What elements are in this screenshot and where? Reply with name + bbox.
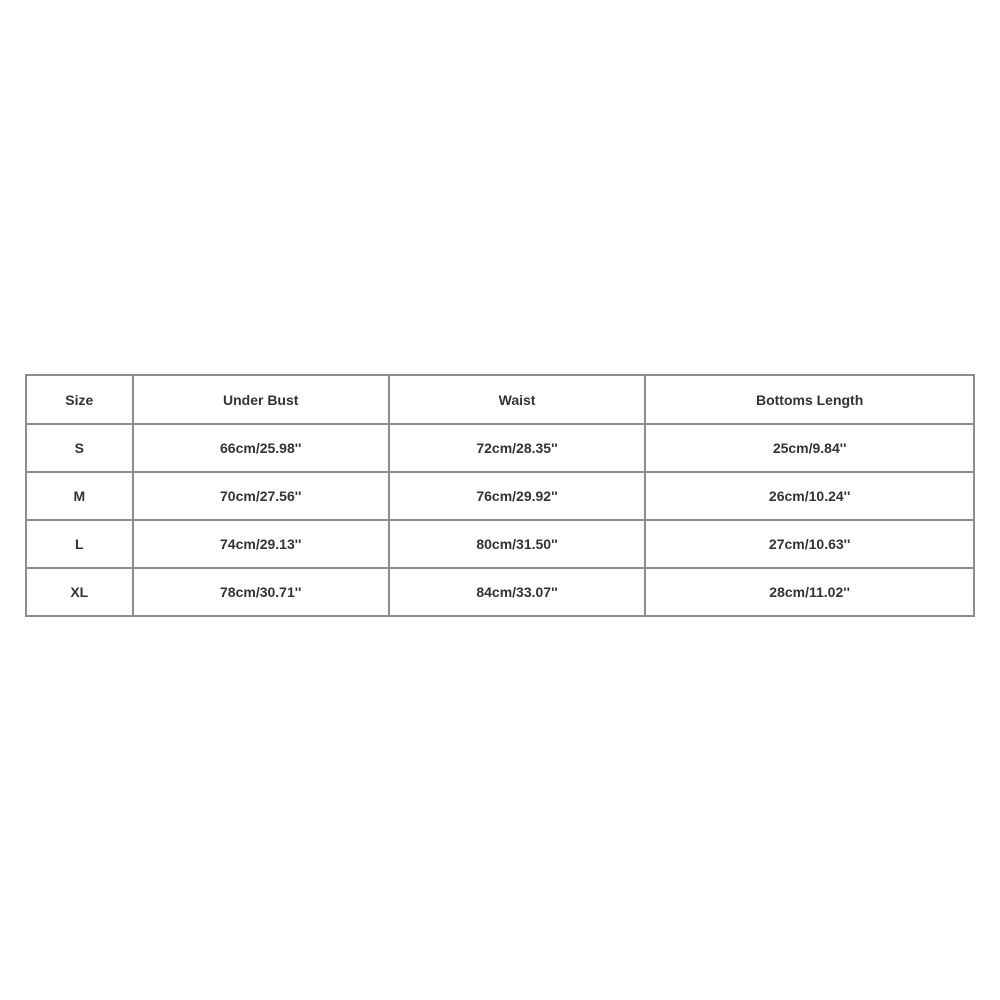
size-chart-table [25, 374, 975, 617]
table-row [26, 568, 974, 616]
bottoms-length-cell: 27cm/10.63'' [645, 520, 974, 568]
under-bust-cell: 70cm/27.56'' [133, 472, 389, 520]
waist-cell: 72cm/28.35'' [389, 424, 645, 472]
under-bust-cell: 78cm/30.71'' [133, 568, 389, 616]
bottoms-length-cell: 28cm/11.02'' [645, 568, 974, 616]
header-bottoms-length: Bottoms Length [645, 375, 974, 424]
under-bust-cell: 66cm/25.98'' [133, 424, 389, 472]
size-cell: XL [26, 568, 133, 616]
size-cell: M [26, 472, 133, 520]
table-row [26, 520, 974, 568]
table-header-row [26, 375, 974, 424]
size-cell: L [26, 520, 133, 568]
header-size: Size [26, 375, 133, 424]
bottoms-length-cell: 26cm/10.24'' [645, 472, 974, 520]
waist-cell: 76cm/29.92'' [389, 472, 645, 520]
waist-cell: 80cm/31.50'' [389, 520, 645, 568]
waist-cell: 84cm/33.07'' [389, 568, 645, 616]
header-waist: Waist [389, 375, 645, 424]
table-row [26, 472, 974, 520]
size-cell: S [26, 424, 133, 472]
header-under-bust: Under Bust [133, 375, 389, 424]
under-bust-cell: 74cm/29.13'' [133, 520, 389, 568]
bottoms-length-cell: 25cm/9.84'' [645, 424, 974, 472]
table-row [26, 424, 974, 472]
